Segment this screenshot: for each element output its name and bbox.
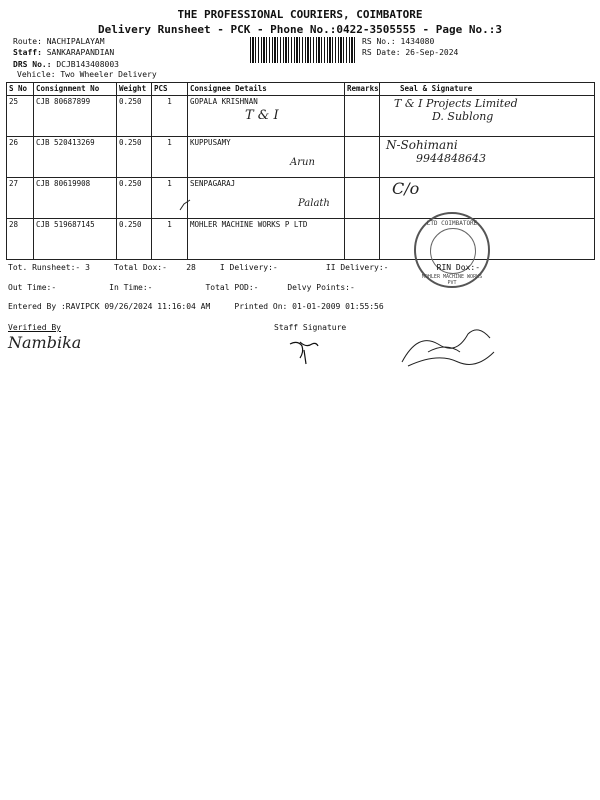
stamp-text-top: LTD COIMBATORE [426,220,478,227]
cell-weight: 0.250 [117,137,152,178]
header-weight: Weight [117,83,152,96]
cell-remarks [345,178,380,219]
staff-signature-label: Staff Signature [274,323,347,332]
route-value: NACHIPALAYAM [46,37,105,46]
consignee-name: GOPALA KRISHNAN [190,97,258,106]
seal-handwriting-2: D. Sublong [432,110,494,123]
cell-consignee: MOHLER MACHINE WORKS P LTD [188,219,345,260]
cell-consignment: CJB 519687145 [34,219,117,260]
cell-sno: 26 [7,137,34,178]
seal-handwriting-1: N-Sohimani [386,138,458,152]
cell-consignee [188,137,345,178]
cell-pcs: 1 [152,219,188,260]
cell-remarks [345,96,380,137]
seal-handwriting-1: C/o [392,179,420,198]
route-line [13,37,105,46]
rs-no-label: RS No.: [362,37,396,46]
header-consignee: Consignee Details [188,83,345,96]
consignee-handwriting: Arun [290,157,315,168]
cell-remarks [345,137,380,178]
runsheet-subtitle: Delivery Runsheet - PCK - Phone No.:0422-3505555 - Page No.:3 [98,23,502,36]
rs-date-label: RS Date: [362,48,401,57]
company-seal-stamp [414,212,490,288]
company-title: THE PROFESSIONAL COURIERS, COIMBATORE [177,8,423,21]
table-row [7,137,595,178]
header-sno: S No [7,83,34,96]
table-row [7,96,595,137]
consignee-name: KUPPUSAMY [190,138,231,147]
rs-date-value: 26-Sep-2024 [405,48,459,57]
stamp-text-bottom: MOHLER MACHINE WORKS PVT [421,274,483,286]
table-row [7,178,595,219]
cell-consignment: CJB 80619908 [34,178,117,219]
cell-sno: 25 [7,96,34,137]
drs-line [13,60,119,69]
rs-no-line [362,37,434,46]
cell-consignee [188,96,345,137]
staff-value: SANKARAPANDIAN [46,48,115,57]
table-header-row [7,83,595,96]
cell-pcs: 1 [152,178,188,219]
rs-no-value: 1434080 [400,37,435,46]
drs-value: DCJB143408003 [56,60,119,69]
cell-weight: 0.250 [117,219,152,260]
runsheet-table [6,82,595,260]
vehicle-line [17,70,157,79]
cell-consignee [188,178,345,219]
totals-line-2: Out Time:- In Time:- Total POD:- Delvy Points:- [8,283,355,292]
rs-date-line [362,48,458,57]
totals-line-1: Tot. Runsheet:- 3 Total Dox:- 28 I Delivery:- II Delivery:- RIN Dox:- [8,263,481,272]
cell-sno: 28 [7,219,34,260]
cell-weight: 0.250 [117,178,152,219]
verified-by-label: Verified By [8,323,61,332]
cell-sno: 27 [7,178,34,219]
cell-pcs: 1 [152,96,188,137]
seal-handwriting-2: 9944848643 [416,152,486,165]
vehicle-value: Two Wheeler Delivery [60,70,157,79]
staff-signature-mark-icon [286,336,322,366]
tick-mark-icon [178,198,192,212]
cell-consignment: CJB 520413269 [34,137,117,178]
staff-label: Staff: [13,48,42,57]
drs-label: DRS No.: [13,60,52,69]
verified-by-signature: Nambika [8,333,82,352]
entered-by-line: Entered By :RAVIPCK 09/26/2024 11:16:04 AM Printed On: 01-01-2009 01:55:56 [8,302,384,311]
header-remarks: Remarks [345,83,380,96]
cell-consignment: CJB 80687899 [34,96,117,137]
cell-seal [380,137,595,178]
consignee-name: SENPAGARAJ [190,179,236,188]
barcode-image [250,37,356,63]
consignee-handwriting: T & I [245,108,279,123]
vehicle-label: Vehicle: [17,70,56,79]
scribble-signature-icon [398,322,498,374]
cell-seal [380,178,595,219]
staff-line [13,48,114,57]
cell-weight: 0.250 [117,96,152,137]
header-consignment: Consignment No [34,83,117,96]
consignee-handwriting: Palath [298,198,330,209]
route-label: Route: [13,37,42,46]
header-seal: Seal & Signature [380,83,595,96]
seal-handwriting-1: T & I Projects Limited [394,97,518,110]
cell-seal [380,96,595,137]
table-row [7,219,595,260]
cell-remarks [345,219,380,260]
header-pcs: PCS [152,83,188,96]
cell-pcs: 1 [152,137,188,178]
